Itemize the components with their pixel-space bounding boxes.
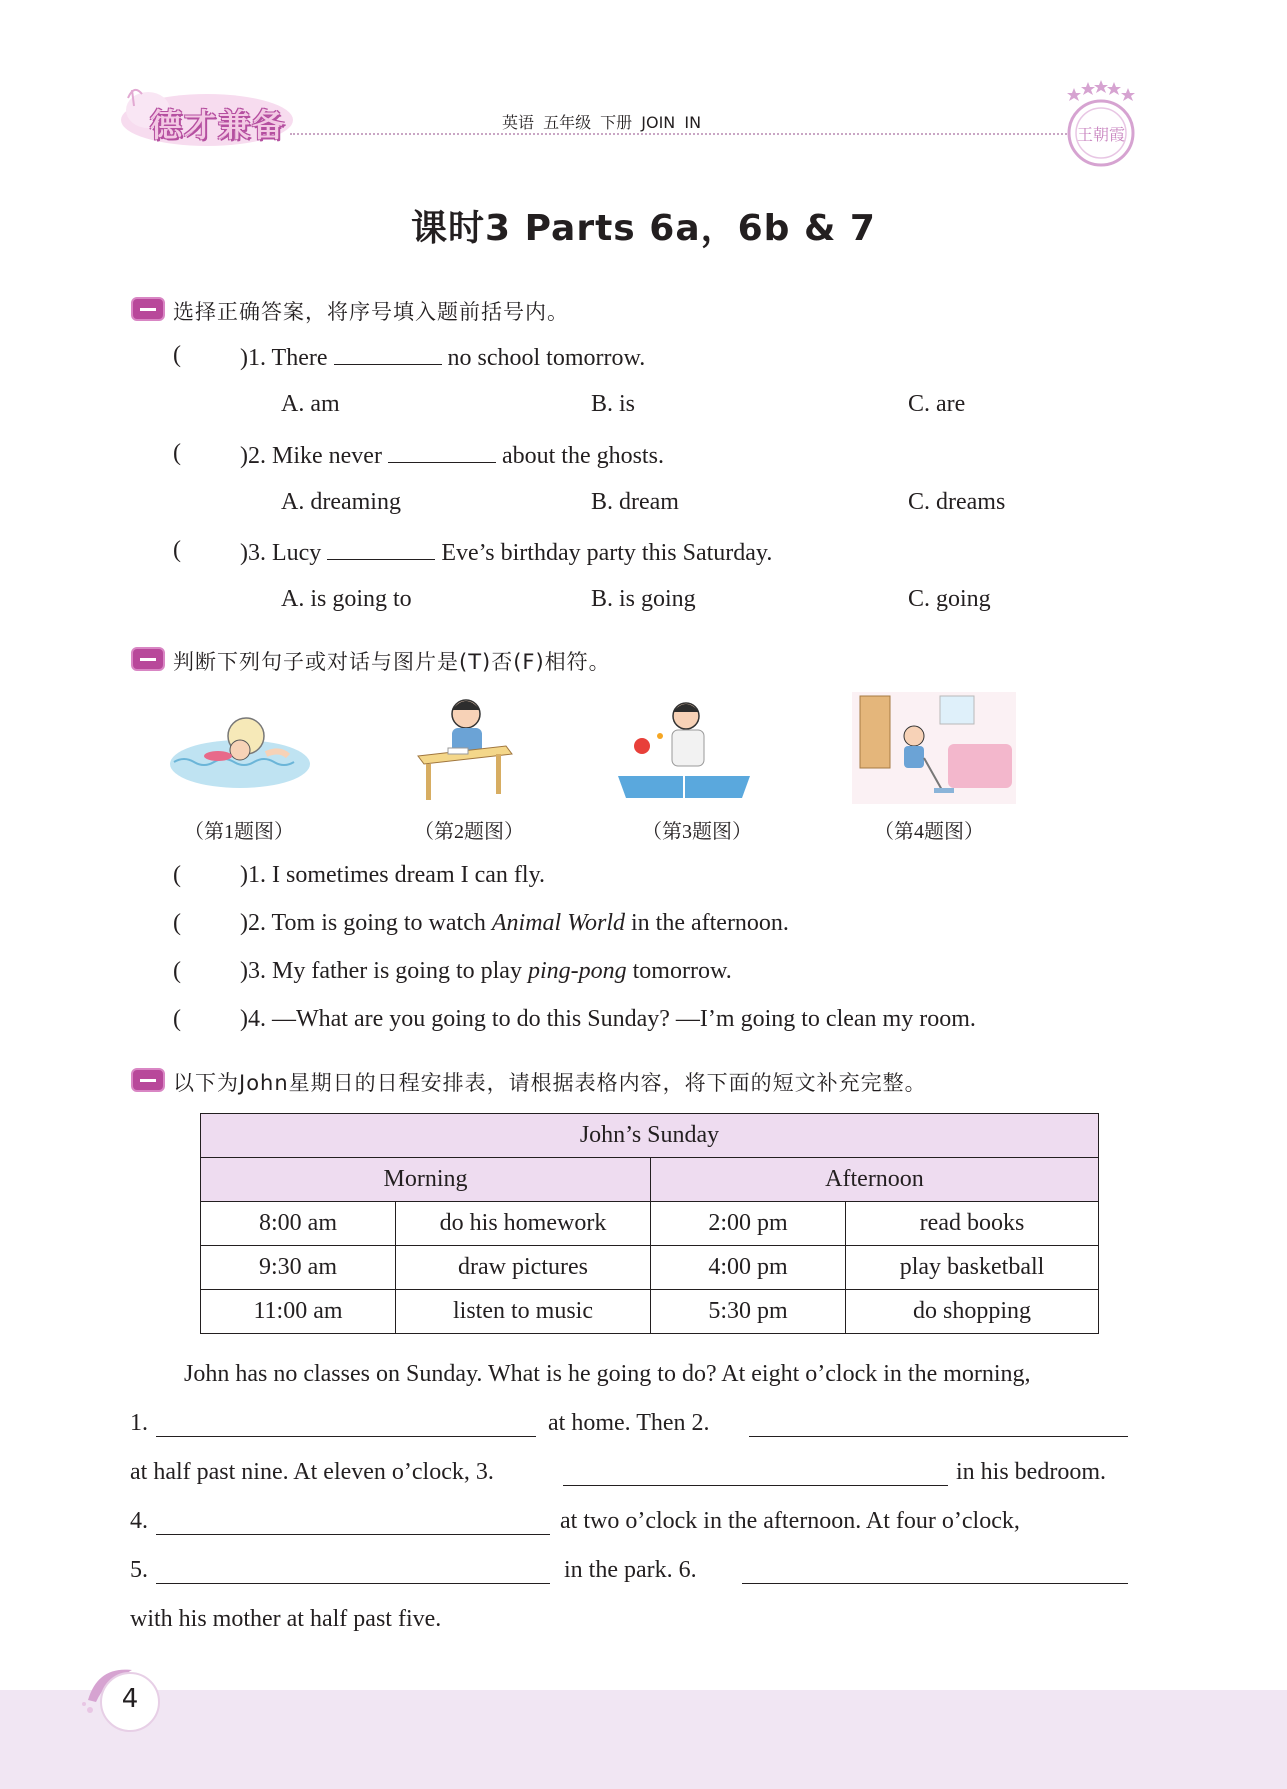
passage-text: in his bedroom.	[956, 1459, 1106, 1485]
table-cell: 5:30 pm	[651, 1290, 846, 1334]
brand-logo-text: 德才兼备	[150, 106, 287, 144]
passage-blank-5-num: 5.	[130, 1557, 148, 1583]
section-1-badge-icon	[131, 297, 165, 321]
answer-bracket-4: (	[173, 1006, 181, 1032]
table-row	[201, 1246, 1099, 1290]
passage-text: at half past nine. At eleven o’clock, 3.	[130, 1459, 494, 1485]
table-cell: 8:00 am	[201, 1202, 396, 1246]
answer-bracket-1: (	[173, 342, 181, 368]
passage-blank-4-num: 4.	[130, 1508, 148, 1534]
lesson-title: 课时3 Parts 6a，6b & 7	[411, 208, 876, 249]
cleaning-room-picture	[852, 692, 1016, 804]
table-cell: 9:30 am	[201, 1246, 396, 1290]
option-a: A. dreaming	[281, 489, 401, 515]
header-divider	[290, 133, 1070, 135]
table-cell: 11:00 am	[201, 1290, 396, 1334]
table-cell: do his homework	[396, 1202, 651, 1246]
table-cell: 4:00 pm	[651, 1246, 846, 1290]
question-text: )2. Mike never	[240, 443, 382, 469]
section-2-title: 判断下列句子或对话与图片是(T)否(F)相符。	[173, 650, 611, 674]
passage-intro: John has no classes on Sunday. What is he going to do? At eight o’clock in the morning,	[184, 1361, 1031, 1387]
question-text: )1. There	[240, 345, 328, 371]
option-a: A. is going to	[281, 586, 412, 612]
page-number: 4	[121, 1684, 139, 1714]
judge-question-2	[240, 910, 789, 937]
question-text: no school tomorrow.	[447, 345, 646, 371]
answer-bracket-1: (	[173, 862, 181, 888]
section-2-badge-icon	[131, 647, 165, 671]
question-text: tomorrow.	[626, 958, 732, 984]
question-1-1	[240, 342, 645, 372]
option-b: B. is going	[591, 586, 696, 612]
header-book-info: 英语 五年级 下册 JOIN IN	[502, 113, 702, 132]
answer-bracket-2: (	[173, 910, 181, 936]
section-1-title: 选择正确答案，将序号填入题前括号内。	[173, 300, 569, 324]
section-3-badge-icon	[131, 1068, 165, 1092]
question-1-3	[240, 537, 772, 567]
passage-blank-5	[156, 1559, 550, 1584]
judge-question-1: )1. I sometimes dream I can fly.	[240, 862, 546, 888]
question-italic-word: ping-pong	[527, 958, 627, 984]
passage-blank-6	[742, 1559, 1128, 1584]
ping-pong-picture	[614, 692, 754, 804]
seal-text: 王朝霞	[1076, 125, 1126, 144]
question-italic-title: Animal World	[491, 910, 625, 936]
option-b: B. dream	[591, 489, 679, 515]
question-text: )2. Tom is going to watch	[240, 910, 492, 936]
table-header-morning: Morning	[201, 1158, 651, 1202]
question-text: about the ghosts.	[501, 443, 664, 469]
passage-end: with his mother at half past five.	[130, 1606, 442, 1632]
section-3-title: 以下为John星期日的日程安排表，请根据表格内容，将下面的短文补充完整。	[173, 1071, 927, 1095]
passage-blank-3	[563, 1461, 948, 1486]
question-text: )3. My father is going to play	[240, 958, 528, 984]
passage-blank-1	[156, 1412, 536, 1437]
question-text: Eve’s birthday party this Saturday.	[441, 540, 773, 566]
table-cell: read books	[846, 1202, 1099, 1246]
table-caption: John’s Sunday	[201, 1114, 1099, 1158]
table-row	[201, 1290, 1099, 1334]
table-row	[201, 1202, 1099, 1246]
option-a: A. am	[281, 391, 340, 417]
answer-blank	[327, 537, 435, 560]
table-cell: do shopping	[846, 1290, 1099, 1334]
answer-bracket-3: (	[173, 537, 181, 563]
publisher-seal-icon	[1060, 78, 1142, 170]
answer-bracket-2: (	[173, 440, 181, 466]
passage-blank-4	[156, 1510, 550, 1535]
caption-picture-2: （第2题图）	[414, 821, 524, 843]
table-cell: listen to music	[396, 1290, 651, 1334]
passage-blank-2	[749, 1412, 1128, 1437]
passage-text: in the park. 6.	[564, 1557, 697, 1583]
question-1-2	[240, 440, 664, 470]
option-c: C. are	[908, 391, 966, 417]
option-b: B. is	[591, 391, 636, 417]
judge-question-3	[240, 958, 732, 985]
caption-picture-3: （第3题图）	[642, 821, 752, 843]
question-text: )3. Lucy	[240, 540, 322, 566]
passage-blank-1-num: 1.	[130, 1410, 148, 1436]
judge-question-4: )4. —What are you going to do this Sunday? —I’m going to clean my room.	[240, 1006, 976, 1032]
caption-picture-4: （第4题图）	[874, 821, 984, 843]
table-cell: 2:00 pm	[651, 1202, 846, 1246]
boy-at-desk-picture	[412, 692, 516, 808]
caption-picture-1: （第1题图）	[184, 821, 294, 843]
answer-blank	[334, 342, 442, 365]
swimming-picture	[168, 706, 312, 792]
answer-blank	[388, 440, 496, 463]
passage-text: at two o’clock in the afternoon. At four o’clock,	[560, 1508, 1020, 1534]
passage-text: at home. Then 2.	[548, 1410, 710, 1436]
table-cell: play basketball	[846, 1246, 1099, 1290]
option-c: C. dreams	[908, 489, 1006, 515]
answer-bracket-3: (	[173, 958, 181, 984]
question-text: in the afternoon.	[624, 910, 789, 936]
table-cell: draw pictures	[396, 1246, 651, 1290]
schedule-table	[200, 1113, 1099, 1334]
table-header-afternoon: Afternoon	[651, 1158, 1099, 1202]
footer-band	[0, 1690, 1287, 1789]
option-c: C. going	[908, 586, 991, 612]
